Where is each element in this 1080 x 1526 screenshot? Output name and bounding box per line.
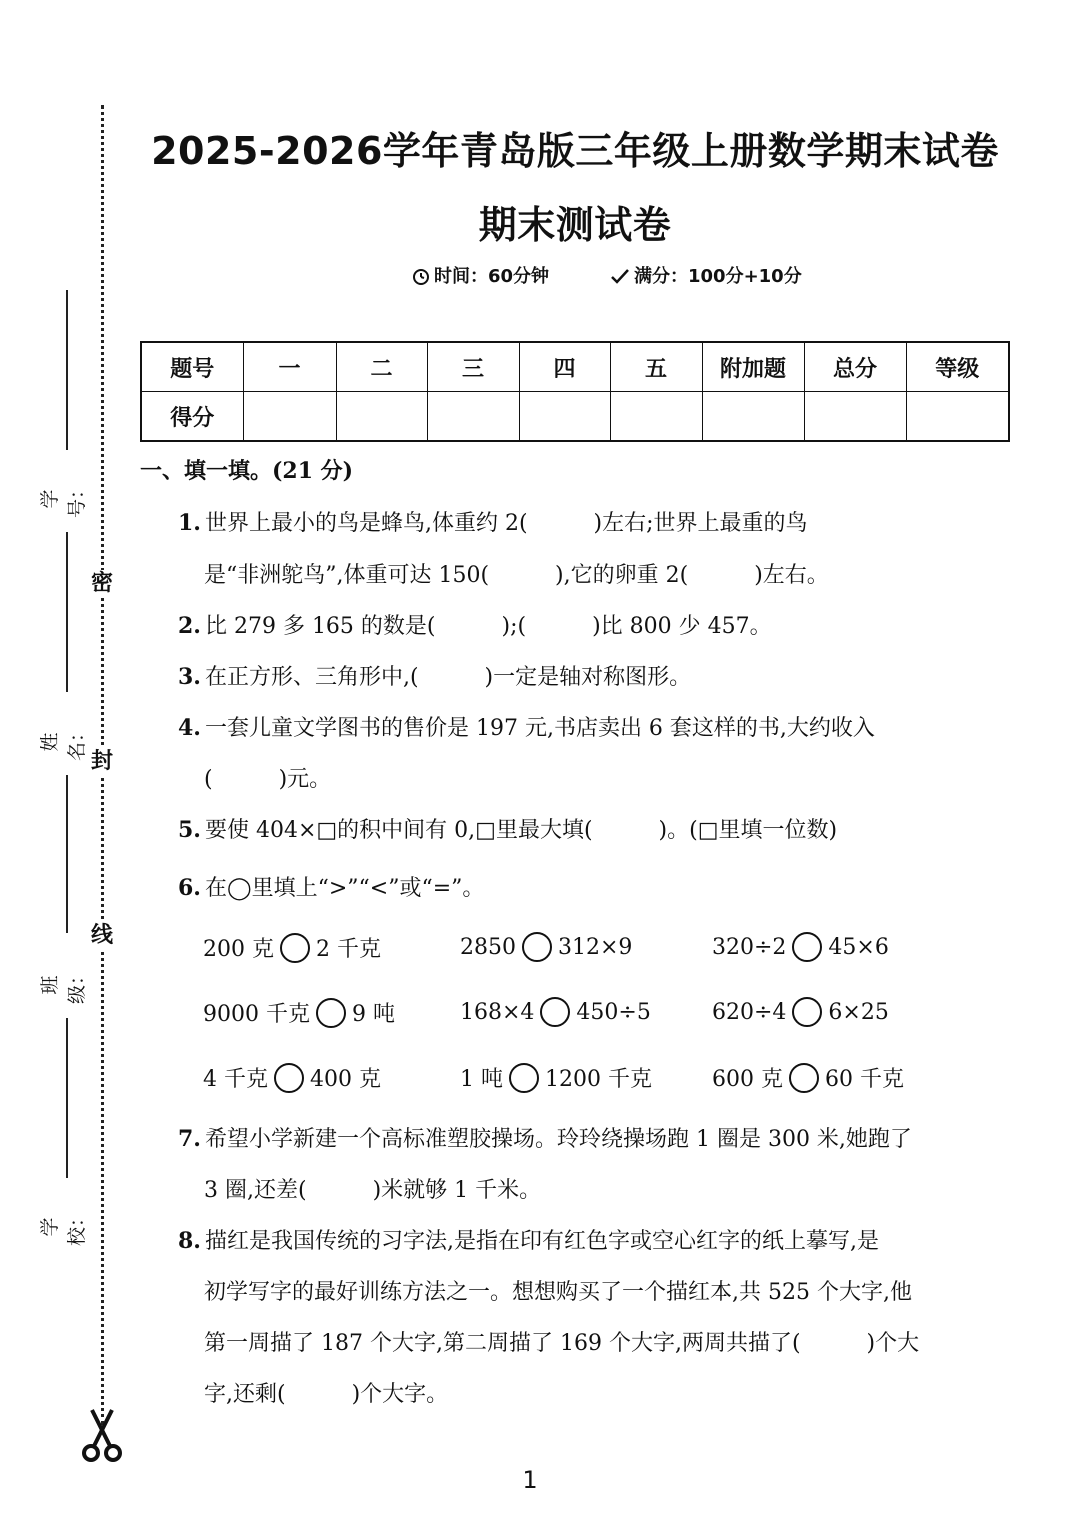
comparison-item xyxy=(203,932,381,963)
score-cell[interactable] xyxy=(804,392,906,442)
comparison-right: 9 吨 xyxy=(351,1002,395,1027)
question-number: 5. xyxy=(178,817,201,843)
question-text: 比 279 多 165 的数是( );( )比 800 少 457。 xyxy=(204,614,772,639)
comparison-left: 9000 千克 xyxy=(203,1002,310,1027)
question-4 xyxy=(178,711,875,742)
comparison-right: 450÷5 xyxy=(576,999,651,1025)
question-number: 7. xyxy=(178,1126,201,1152)
question-number: 1. xyxy=(178,510,201,536)
answer-circle[interactable] xyxy=(274,1063,304,1093)
answer-circle[interactable] xyxy=(792,932,822,962)
score-cell[interactable] xyxy=(336,392,427,442)
name-line[interactable] xyxy=(66,532,68,692)
question-text: 在◯里填上“>”“<”或“=”。 xyxy=(204,876,485,901)
comparison-right: 6×25 xyxy=(828,999,889,1025)
score-table-score-row xyxy=(141,392,1009,442)
comparison-right: 400 克 xyxy=(310,1067,381,1092)
header-cell: 总分 xyxy=(804,342,906,392)
class-line[interactable] xyxy=(66,775,68,933)
student-id-label: 学号： xyxy=(39,480,88,519)
question-8 xyxy=(178,1224,879,1255)
score-table xyxy=(140,341,1010,442)
comparison-left: 4 千克 xyxy=(203,1067,268,1092)
question-text: 描红是我国传统的习字法,是指在印有红色字或空心红字的纸上摹写,是 xyxy=(204,1229,879,1254)
comparison-left: 600 克 xyxy=(712,1067,783,1092)
question-8-line-4: 字,还剩( )个大字。 xyxy=(204,1382,449,1407)
answer-circle[interactable] xyxy=(280,933,310,963)
header-cell: 题号 xyxy=(141,342,243,392)
question-2 xyxy=(178,609,772,640)
header-cell: 五 xyxy=(610,342,702,392)
question-text: 世界上最小的鸟是蜂鸟,体重约 2( )左右;世界上最重的鸟 xyxy=(204,511,808,536)
score-label: 满分：100分+10分 xyxy=(634,266,802,287)
answer-circle[interactable] xyxy=(522,932,552,962)
header-cell: 二 xyxy=(336,342,427,392)
clock-icon xyxy=(412,267,430,285)
comparison-item xyxy=(460,1062,652,1093)
header-cell: 附加题 xyxy=(702,342,804,392)
question-number: 2. xyxy=(178,613,201,639)
score-cell[interactable] xyxy=(427,392,519,442)
question-text: 希望小学新建一个高标准塑胶操场。玲玲绕操场跑 1 圈是 300 米,她跑了 xyxy=(204,1127,912,1152)
score-cell[interactable] xyxy=(702,392,804,442)
question-number: 6. xyxy=(178,875,201,901)
answer-circle[interactable] xyxy=(316,998,346,1028)
question-7-line-2: 3 圈,还差( )米就够 1 千米。 xyxy=(204,1178,542,1203)
score-row-label: 得分 xyxy=(141,392,243,442)
seal-char-feng: 封 xyxy=(88,748,116,776)
question-5 xyxy=(178,813,837,844)
scissors-icon xyxy=(80,1408,124,1464)
pencil-check-icon xyxy=(610,267,630,285)
comparison-left: 200 克 xyxy=(203,937,274,962)
comparison-right: 312×9 xyxy=(558,934,633,960)
header-cell: 等级 xyxy=(906,342,1009,392)
comparison-right: 45×6 xyxy=(828,934,889,960)
section-heading: 一、填一填。(21 分) xyxy=(140,458,354,484)
seal-char-xian: 线 xyxy=(88,922,116,950)
time-label: 时间：60分钟 xyxy=(434,266,550,287)
comparison-right: 60 千克 xyxy=(825,1067,904,1092)
question-4-line-2: ( )元。 xyxy=(204,767,332,792)
question-number: 3. xyxy=(178,664,201,690)
question-text: 在正方形、三角形中,( )一定是轴对称图形。 xyxy=(204,665,692,690)
question-1-line-2: 是“非洲鸵鸟”,体重可达 150( ),它的卵重 2( )左右。 xyxy=(204,563,829,588)
question-8-line-2: 初学写字的最好训练方法之一。想想购买了一个描红本,共 525 个大字,他 xyxy=(204,1280,912,1305)
question-7 xyxy=(178,1122,912,1153)
question-1 xyxy=(178,506,808,537)
comparison-item xyxy=(460,997,651,1027)
question-number: 8. xyxy=(178,1228,201,1254)
score-info xyxy=(610,262,802,288)
comparison-right: 2 千克 xyxy=(316,937,381,962)
question-text: 一套儿童文学图书的售价是 197 元,书店卖出 6 套这样的书,大约收入 xyxy=(204,716,875,741)
comparison-item xyxy=(203,997,395,1028)
answer-circle[interactable] xyxy=(540,997,570,1027)
comparison-left: 2850 xyxy=(460,934,516,960)
school-label: 学校： xyxy=(39,1208,88,1247)
question-8-line-3: 第一周描了 187 个大字,第二周描了 169 个大字,两周共描了( )个大 xyxy=(204,1331,920,1356)
comparison-left: 1 吨 xyxy=(460,1067,503,1092)
header-cell: 三 xyxy=(427,342,519,392)
name-label: 姓名： xyxy=(39,723,88,762)
comparison-item xyxy=(460,932,632,962)
school-line[interactable] xyxy=(66,1018,68,1178)
exam-subtitle: 期末测试卷 xyxy=(478,203,672,247)
question-number: 4. xyxy=(178,715,201,741)
page-number: 1 xyxy=(522,1466,538,1494)
class-label: 班级： xyxy=(39,966,88,1005)
comparison-right: 1200 千克 xyxy=(545,1067,652,1092)
header-cell: 四 xyxy=(519,342,610,392)
comparison-item xyxy=(712,997,889,1027)
question-text: 要使 404×□的积中间有 0,□里最大填( )。(□里填一位数) xyxy=(204,818,838,843)
comparison-item xyxy=(712,1062,904,1093)
seal-char-mi: 密 xyxy=(88,570,116,598)
exam-title: 2025-2026学年青岛版三年级上册数学期末试卷 xyxy=(151,129,999,173)
answer-circle[interactable] xyxy=(789,1063,819,1093)
comparison-left: 320÷2 xyxy=(712,934,787,960)
score-table-header-row xyxy=(141,342,1009,392)
comparison-left: 620÷4 xyxy=(712,999,787,1025)
comparison-item xyxy=(203,1062,381,1093)
answer-circle[interactable] xyxy=(509,1063,539,1093)
question-3 xyxy=(178,660,691,691)
time-info xyxy=(412,262,549,288)
score-cell[interactable] xyxy=(519,392,610,442)
score-cell[interactable] xyxy=(906,392,1009,442)
answer-circle[interactable] xyxy=(792,997,822,1027)
student-id-line[interactable] xyxy=(66,290,68,450)
score-cell[interactable] xyxy=(243,392,336,442)
score-cell[interactable] xyxy=(610,392,702,442)
comparison-item xyxy=(712,932,889,962)
header-cell: 一 xyxy=(243,342,336,392)
question-6 xyxy=(178,871,484,902)
comparison-left: 168×4 xyxy=(460,999,535,1025)
